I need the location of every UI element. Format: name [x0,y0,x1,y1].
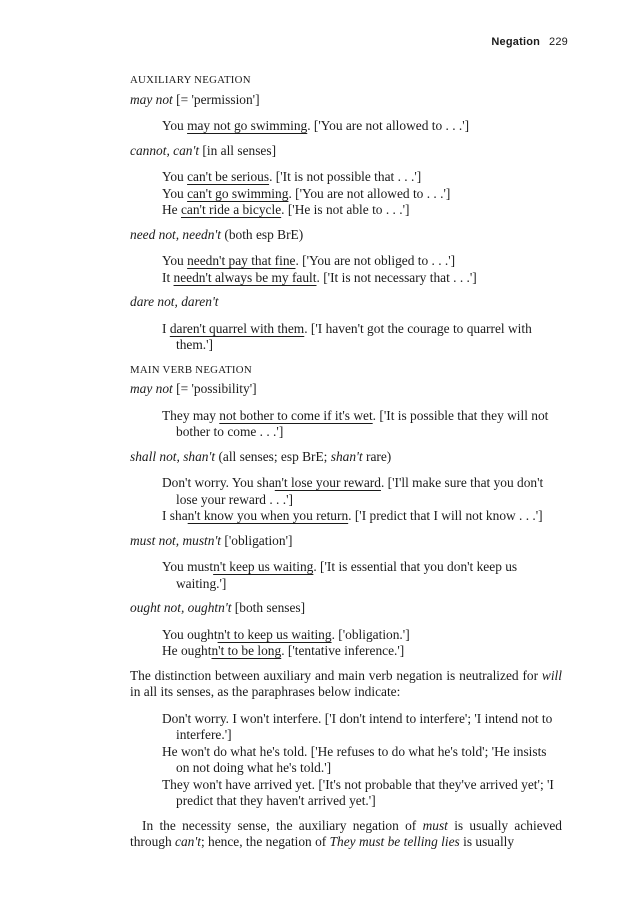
example-block [130,475,562,525]
example-underlined: can't go swimming [187,185,289,201]
gloss-italic: shan't [330,448,363,464]
example-paraphrase: . ['tentative inference.'] [281,643,405,658]
gloss: [= 'permission'] [176,91,260,107]
paragraph-text: In the necessity sense, the auxiliary negation of [142,817,423,833]
example-underlined: n't to be long [211,643,282,658]
example-block [130,118,562,135]
form-heading-need-not [130,227,562,244]
example-line [162,253,562,270]
example-line [162,508,562,525]
example-block [130,408,562,441]
form-heading-cannot [130,143,562,160]
example-line: Don't worry. I won't interfere. ['I don't intend to interfere'; 'I intend not to interfere.'] [162,710,553,742]
example-text: He [162,202,181,217]
example-line [162,270,562,287]
form: shall not, shan't [130,448,216,464]
example-block [130,169,562,219]
paragraph-text: is usually achieved through [130,817,562,849]
example-paraphrase: . ['He is not able to . . .'] [281,202,410,217]
example-line [162,118,562,135]
example-block [130,559,562,592]
paragraph-italic: must [422,817,448,833]
example-line [162,559,562,592]
example-block [130,321,562,354]
example-paraphrase: . ['It is not possible that . . .'] [269,169,422,184]
form-heading-may-not-permission [130,92,562,109]
example-block [130,253,562,286]
section-heading-auxiliary-negation: AUXILIARY NEGATION [130,74,251,86]
running-header [491,36,568,48]
example-underlined: daren't quarrel with them [169,320,305,336]
form-heading-must-not [130,533,562,550]
example-text: You ought [162,626,218,642]
example-block [130,627,562,660]
example-line [162,186,562,203]
paragraph-text: in all its senses, as the paraphrases below indicate: [130,684,401,699]
example-paraphrase: . ['It is essential that you don't keep us waiting.'] [176,559,518,591]
example-line [162,475,562,508]
example-line [162,202,562,219]
example-underlined: can't be serious [187,169,270,184]
example-paraphrase: . ['You are not allowed to . . .'] [288,185,451,201]
gloss: [= 'possibility'] [176,381,257,396]
example-line [162,627,562,644]
form-heading-shall-not [130,449,562,466]
example-underlined: needn't pay that fine [187,253,296,268]
example-text: It [162,269,174,285]
example-line [162,169,562,186]
page-number: 229 [549,36,568,48]
example-text: I [162,320,170,336]
example-text: You [162,253,188,268]
section-heading-main-verb-negation: MAIN VERB NEGATION [130,363,252,376]
example-text: I sha [162,508,188,523]
form: may not [130,91,173,107]
example-block-will [130,711,562,810]
example-line: They won't have arrived yet. ['It's not probable that they've arrived yet'; 'I predict that they haven't arrived yet.'] [162,776,554,808]
gloss: (both esp BrE) [224,226,304,242]
example-underlined: not bother to come if it's wet [219,407,373,423]
example-paraphrase: . ['obligation.'] [331,626,410,642]
gloss: [both senses] [234,600,306,615]
example-text: You [162,169,188,184]
form: need not, needn't [130,226,221,242]
form: cannot, can't [130,142,200,158]
gloss-text: (all senses; esp BrE; [218,448,331,464]
example-paraphrase: . ['You are not obliged to . . .'] [295,253,456,268]
header-title: Negation [491,36,541,48]
form: ought not, oughtn't [130,600,232,615]
example-paraphrase: . ['I'll make sure that you don't lose your reward . . .'] [176,475,544,507]
final-paragraph [130,818,562,851]
example-text: You must [162,559,214,574]
example-underlined: can't ride a bicycle [180,202,282,217]
example-text: They may [162,407,220,423]
gloss-text: rare) [362,448,392,464]
form: dare not, daren't [130,294,219,309]
gloss: [in all senses] [202,142,277,158]
example-paraphrase: . ['I predict that I will not know . . .'] [348,508,543,523]
example-underlined: needn't always be my fault [173,269,317,285]
page-body [130,72,562,851]
paragraph-text: The distinction between auxiliary and main verb negation is neutralized for [130,667,542,683]
example-text: You [162,118,188,133]
example-text: Don't worry. You sha [162,475,275,490]
example-text: He ought [162,643,212,658]
example-underlined: n't know you when you return [187,508,349,523]
example-paraphrase: . ['You are not allowed to . . .'] [307,118,470,133]
example-underlined: may not go swimming [187,118,308,133]
distinction-paragraph [130,668,562,701]
example-line: He won't do what he's told. ['He refuses to do what he's told'; 'He insists on not doing what he's told.'] [162,743,547,775]
example-underlined: n't keep us waiting [213,559,314,574]
paragraph-text: ; hence, the negation of [200,834,330,849]
form: must not, mustn't [130,532,222,548]
example-line [162,408,562,441]
example-underlined: n't to keep us waiting [217,626,332,642]
example-paraphrase: . ['It is not necessary that . . .'] [316,269,477,285]
example-paraphrase: . ['I haven't got the courage to quarrel with them.'] [176,320,532,352]
form-heading-dare-not [130,294,562,311]
paragraph-italic: will [541,667,562,683]
paragraph-italic: can't [175,834,201,849]
gloss: ['obligation'] [224,532,293,548]
paragraph-italic: They must be telling lies [329,834,460,849]
gloss [218,449,391,464]
example-line [162,321,562,354]
example-paraphrase: . ['It is possible that they will not bother to come . . .'] [176,407,549,439]
example-text: You [162,185,188,201]
form-heading-may-not-possibility [130,381,562,398]
form-heading-ought-not [130,600,562,617]
example-line [162,643,562,660]
paragraph-text: is usually [459,834,515,849]
form: may not [130,381,173,396]
example-underlined: n't lose your reward [274,475,381,490]
